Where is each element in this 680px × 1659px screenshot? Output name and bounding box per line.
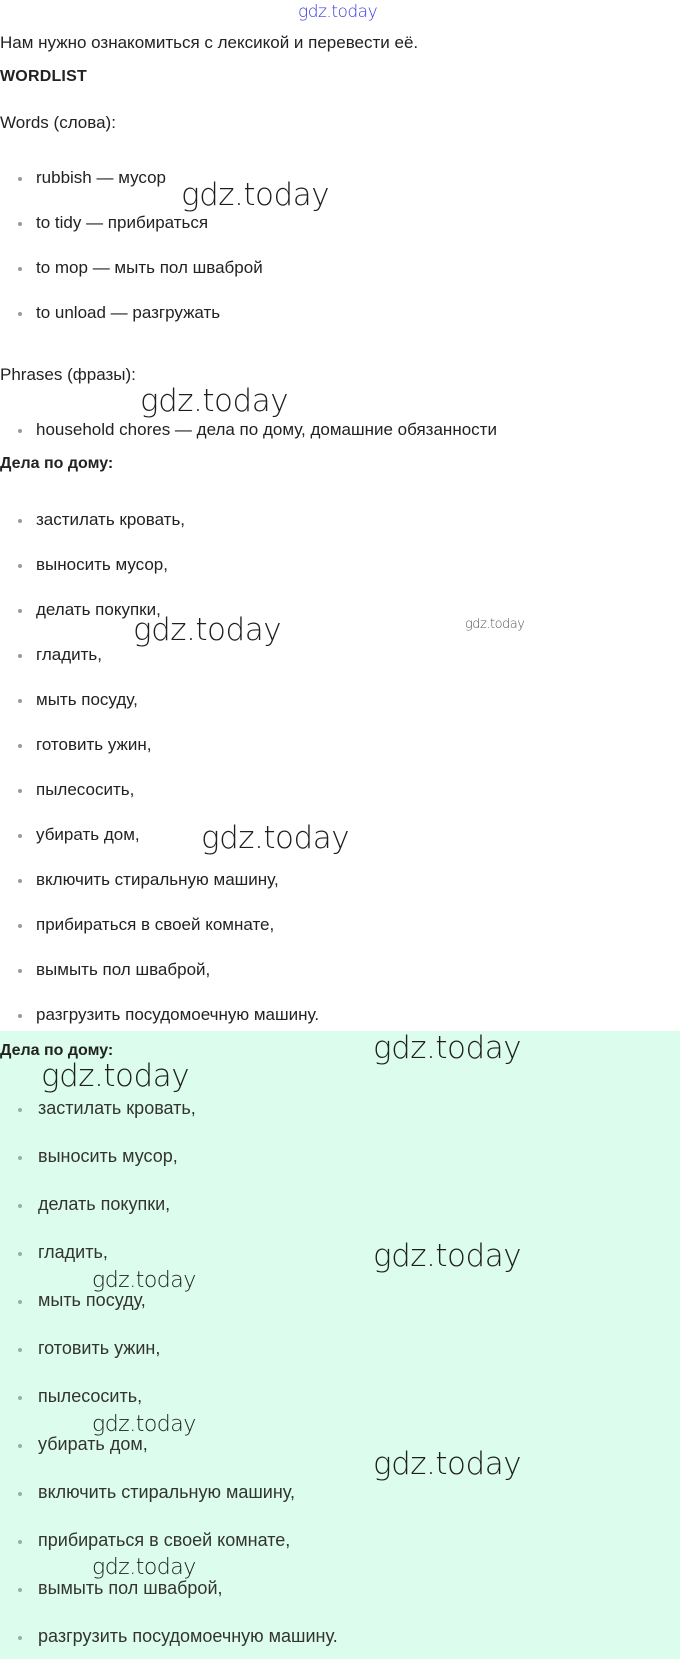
list-item-text: мыть посуду, <box>36 690 138 709</box>
list-item-text: готовить ужин, <box>36 735 152 754</box>
list-item-text: гладить, <box>38 1242 108 1262</box>
watermark: gdz.today <box>181 177 330 213</box>
list-item-text: вымыть пол шваброй, <box>36 960 211 979</box>
wordlist-heading: WORDLIST <box>0 68 87 85</box>
intro-text: Нам нужно ознакомиться с лексикой и перевести её. <box>0 33 419 52</box>
phrases-label: Phrases (фразы): <box>0 365 136 384</box>
list-item-text: household chores — дела по дому, домашние обязанности <box>36 420 497 439</box>
list-item-text: мыть посуду, <box>38 1290 146 1310</box>
list-item-text: гладить, <box>36 645 102 664</box>
list-item-text: to tidy — прибираться <box>36 213 209 232</box>
watermark: gdz.today <box>298 2 378 22</box>
list-item-text: застилать кровать, <box>36 510 186 529</box>
watermark: gdz.today <box>92 1268 196 1293</box>
list-item-text: убирать дом, <box>36 825 140 844</box>
list-item-text: to mop — мыть пол шваброй <box>36 258 263 277</box>
watermark: gdz.today <box>92 1412 196 1437</box>
list-item-text: застилать кровать, <box>38 1098 196 1118</box>
list-item-text: делать покупки, <box>38 1194 171 1214</box>
watermark: gdz.today <box>92 1555 196 1580</box>
list-item-text: разгрузить посудомоечную машину. <box>36 1005 320 1024</box>
chores-label: Дела по дому: <box>0 1042 114 1059</box>
list-item-text: пылесосить, <box>36 780 135 799</box>
list-item-text: делать покупки, <box>36 600 161 619</box>
watermark: gdz.today <box>133 612 282 648</box>
watermark: gdz.today <box>41 1058 190 1094</box>
list-item-text: выносить мусор, <box>38 1146 178 1166</box>
list-item-text: пылесосить, <box>38 1386 143 1406</box>
watermark: gdz.today <box>465 617 525 632</box>
watermark: gdz.today <box>373 1446 522 1482</box>
list-item-text: разгрузить посудомоечную машину. <box>38 1626 338 1646</box>
watermark: gdz.today <box>140 383 289 419</box>
list-item-text: прибираться в своей комнате, <box>36 915 275 934</box>
list-item-text: включить стиральную машину, <box>36 870 279 889</box>
watermark: gdz.today <box>373 1030 522 1066</box>
list-item-text: включить стиральную машину, <box>38 1482 295 1502</box>
list-item-text: готовить ужин, <box>38 1338 161 1358</box>
list-item-text: прибираться в своей комнате, <box>38 1530 291 1550</box>
list-item-text: rubbish — мусор <box>36 168 166 187</box>
list-item-text: выносить мусор, <box>36 555 168 574</box>
list-item-text: вымыть пол шваброй, <box>38 1578 223 1598</box>
list-item-text: to unload — разгружать <box>36 303 221 322</box>
words-label: Words (слова): <box>0 113 116 132</box>
chores-label: Дела по дому: <box>0 455 114 472</box>
watermark: gdz.today <box>373 1238 522 1274</box>
list-item-text: убирать дом, <box>38 1434 148 1454</box>
watermark: gdz.today <box>201 820 350 856</box>
